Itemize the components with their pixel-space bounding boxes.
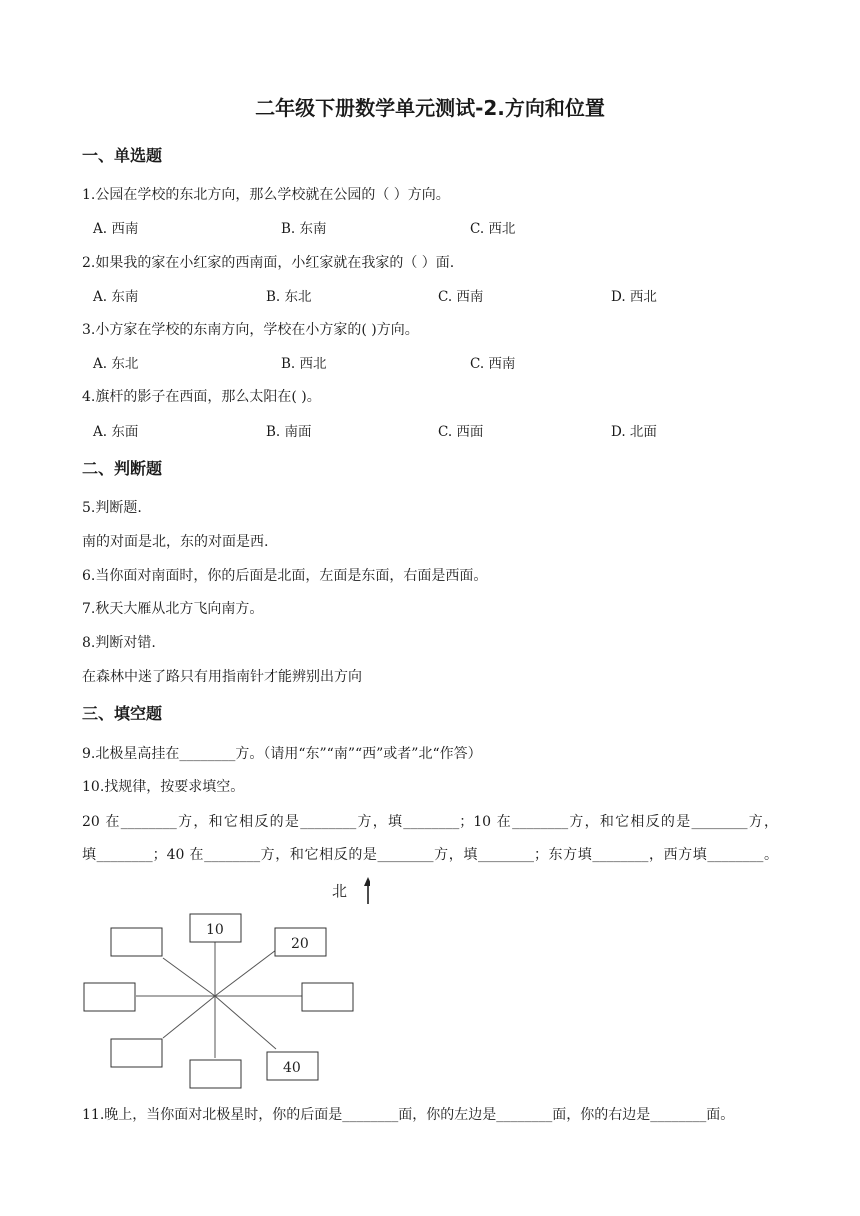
q2-option-c: C. 西南 — [438, 289, 484, 305]
q1-option-b: B. 东南 — [281, 221, 327, 237]
ray-southeast — [215, 996, 276, 1049]
question-5-statement: 南的对面是北，东的对面是西. — [82, 534, 269, 550]
section-heading-single-choice: 一、单选题 — [82, 146, 163, 165]
north-label: 北 — [332, 882, 348, 900]
box-north-label: 10 — [206, 922, 224, 938]
question-10-line-1: 20 在________方，和它相反的是________方，填________；10 在________方，和它相反的是________方， — [82, 814, 778, 830]
q4-option-d: D. 北面 — [611, 424, 657, 440]
question-1: 1.公园在学校的东北方向，那么学校就在公园的（ ）方向。 — [82, 187, 450, 203]
box-southwest — [111, 1039, 162, 1067]
question-6: 6.当你面对南面时，你的后面是北面，左面是东面，右面是西面。 — [82, 568, 488, 584]
box-northeast-label: 20 — [291, 936, 309, 952]
q4-option-c: C. 西面 — [438, 424, 484, 440]
q2-option-a: A. 东南 — [93, 289, 139, 305]
box-southeast-label: 40 — [283, 1060, 301, 1076]
question-11: 11.晚上，当你面对北极星时，你的后面是________面，你的左边是________面，你的右边是________面。 — [82, 1107, 735, 1123]
question-4: 4.旗杆的影子在西面，那么太阳在( )。 — [82, 389, 321, 405]
question-5: 5.判断题. — [82, 500, 142, 516]
box-west — [84, 983, 135, 1011]
q3-option-a: A. 东北 — [93, 356, 139, 372]
ray-southwest — [163, 996, 215, 1038]
question-2: 2.如果我的家在小红家的西南面，小红家就在我家的（ ）面. — [82, 255, 455, 271]
section-heading-true-false: 二、判断题 — [82, 459, 163, 478]
question-7: 7.秋天大雁从北方飞向南方。 — [82, 601, 264, 617]
ray-northeast — [215, 944, 284, 996]
compass-diagram — [80, 874, 370, 1094]
q4-option-b: B. 南面 — [266, 424, 312, 440]
q1-option-a: A. 西南 — [93, 221, 139, 237]
q3-option-c: C. 西南 — [470, 356, 516, 372]
question-10: 10.找规律，按要求填空。 — [82, 779, 245, 795]
q2-option-d: D. 西北 — [611, 289, 657, 305]
box-northwest — [111, 928, 162, 956]
question-9: 9.北极星高挂在________方。（请用“东”“南”“西”或者”北“作答） — [82, 746, 482, 762]
section-heading-fill-blank: 三、填空题 — [82, 704, 163, 723]
page-title: 二年级下册数学单元测试-2.方向和位置 — [255, 96, 605, 120]
north-arrow-icon — [364, 877, 370, 904]
q2-option-b: B. 东北 — [266, 289, 312, 305]
q4-option-a: A. 东面 — [93, 424, 139, 440]
question-8-statement: 在森林中迷了路只有用指南针才能辨别出方向 — [82, 669, 362, 685]
question-10-line-2: 填________；40 在________方，和它相反的是________方，填________；东方填________，西方填________。 — [82, 847, 778, 863]
box-east — [302, 983, 353, 1011]
q3-option-b: B. 西北 — [281, 356, 327, 372]
box-south — [190, 1060, 241, 1088]
ray-northwest — [163, 958, 215, 996]
question-3: 3.小方家在学校的东南方向，学校在小方家的( )方向。 — [82, 322, 419, 338]
question-8: 8.判断对错. — [82, 635, 156, 651]
q1-option-c: C. 西北 — [470, 221, 516, 237]
